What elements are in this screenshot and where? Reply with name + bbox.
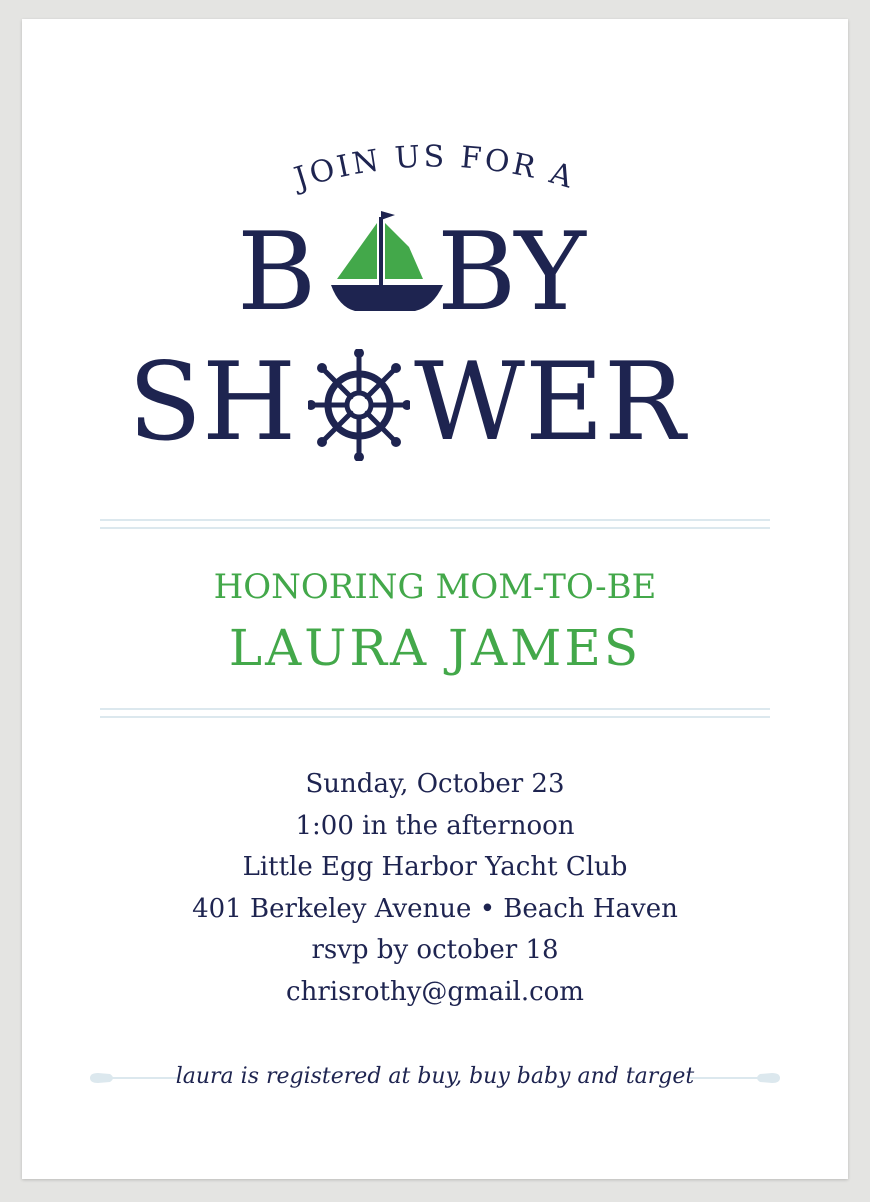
ship-wheel-icon — [308, 349, 410, 461]
honoree-name: LAURA JAMES — [228, 619, 642, 677]
divider-top-1 — [100, 519, 770, 521]
lead-in-text: JOIN US FOR A — [290, 139, 580, 197]
divider-bottom-1 — [100, 708, 770, 710]
lead-in-arc — [22, 19, 848, 219]
event-time: 1:00 in the afternoon — [295, 810, 575, 841]
oar-icon — [690, 1071, 782, 1085]
event-address: 401 Berkeley Avenue • Beach Haven — [192, 893, 678, 924]
event-date: Sunday, October 23 — [305, 769, 565, 799]
divider-top-2 — [100, 527, 770, 529]
title-line1-part-1: B — [237, 210, 317, 335]
registry-note: laura is registered at buy, buy baby and target — [175, 1064, 695, 1089]
title-line2-part-2: WER — [414, 340, 686, 465]
rsvp-deadline: rsvp by october 18 — [311, 935, 559, 966]
honoring-label: HONORING MOM-TO-BE — [213, 567, 657, 607]
rsvp-email[interactable]: chrisrothy@gmail.com — [286, 976, 584, 1007]
title-line1-part-2: BY — [437, 210, 586, 335]
invitation-card — [22, 19, 848, 1179]
svg-text:JOIN US FOR A — [288, 139, 580, 197]
sailboat-icon — [325, 207, 447, 325]
title-line-2 — [22, 340, 848, 465]
title-line2-part-1: SH — [128, 340, 297, 465]
title-line-1 — [22, 210, 848, 335]
event-details — [22, 764, 848, 1014]
divider-bottom-2 — [100, 716, 770, 718]
event-venue: Little Egg Harbor Yacht Club — [242, 852, 628, 883]
